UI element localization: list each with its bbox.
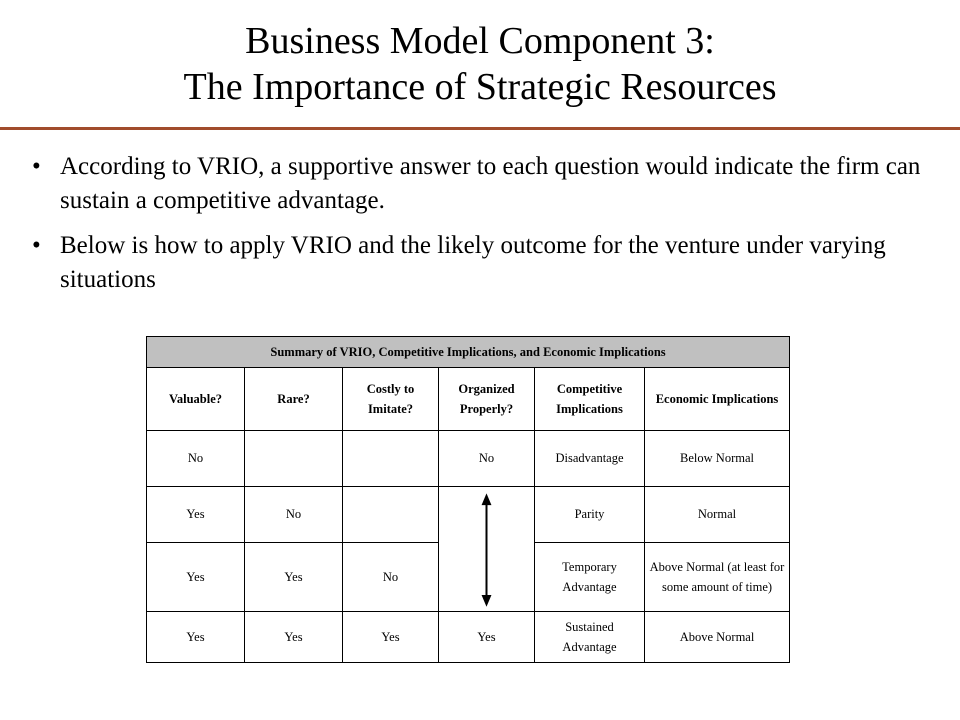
table-cell: Yes bbox=[245, 612, 343, 663]
header-organized-properly: Organized Properly? bbox=[439, 368, 535, 431]
header-economic-implications: Economic Implications bbox=[645, 368, 790, 431]
table-row bbox=[147, 431, 790, 487]
table-cell bbox=[343, 487, 439, 543]
arrow-cell bbox=[439, 487, 535, 612]
bullet-text: According to VRIO, a supportive answer to each question would indicate the firm can sustain a competitive advantage. bbox=[60, 153, 921, 214]
title-line-1: Business Model Component 3: bbox=[245, 20, 715, 62]
table-cell: Parity bbox=[535, 487, 645, 543]
bullet-dot: • bbox=[32, 232, 41, 259]
table-cell: Above Normal (at least for some amount of time) bbox=[645, 543, 790, 612]
header-costly-to-imitate: Costly to Imitate? bbox=[343, 368, 439, 431]
table-cell: Temporary Advantage bbox=[535, 543, 645, 612]
table-cell: Yes bbox=[147, 543, 245, 612]
table-cell: No bbox=[147, 431, 245, 487]
header-rare: Rare? bbox=[245, 368, 343, 431]
table-cell: Yes bbox=[147, 487, 245, 543]
vrio-summary-table bbox=[146, 336, 790, 663]
bullet-dot: • bbox=[32, 153, 41, 180]
table-cell: Below Normal bbox=[645, 431, 790, 487]
title-divider bbox=[0, 127, 960, 130]
title-line-2: The Importance of Strategic Resources bbox=[183, 66, 777, 108]
table-cell: Normal bbox=[645, 487, 790, 543]
table-row bbox=[147, 487, 790, 543]
table-cell: Yes bbox=[343, 612, 439, 663]
table-cell: Yes bbox=[147, 612, 245, 663]
table-cell: Yes bbox=[439, 612, 535, 663]
table-cell bbox=[245, 431, 343, 487]
table-cell: Above Normal bbox=[645, 612, 790, 663]
table-cell: Yes bbox=[245, 543, 343, 612]
header-valuable: Valuable? bbox=[147, 368, 245, 431]
bullet-list bbox=[30, 150, 930, 308]
header-competitive-implications: Competitive Implications bbox=[535, 368, 645, 431]
table-cell: Disadvantage bbox=[535, 431, 645, 487]
double-headed-vertical-arrow-icon bbox=[439, 487, 534, 611]
table-cell: No bbox=[343, 543, 439, 612]
table-cell: No bbox=[245, 487, 343, 543]
bullet-text: Below is how to apply VRIO and the likely outcome for the venture under varying situations bbox=[60, 232, 886, 293]
table-cell: Sustained Advantage bbox=[535, 612, 645, 663]
table-caption: Summary of VRIO, Competitive Implications, and Economic Implications bbox=[147, 337, 790, 368]
table-row bbox=[147, 612, 790, 663]
slide-title bbox=[0, 18, 960, 110]
table-cell bbox=[343, 431, 439, 487]
bullet-item bbox=[30, 229, 930, 297]
bullet-item bbox=[30, 150, 930, 218]
table-cell: No bbox=[439, 431, 535, 487]
